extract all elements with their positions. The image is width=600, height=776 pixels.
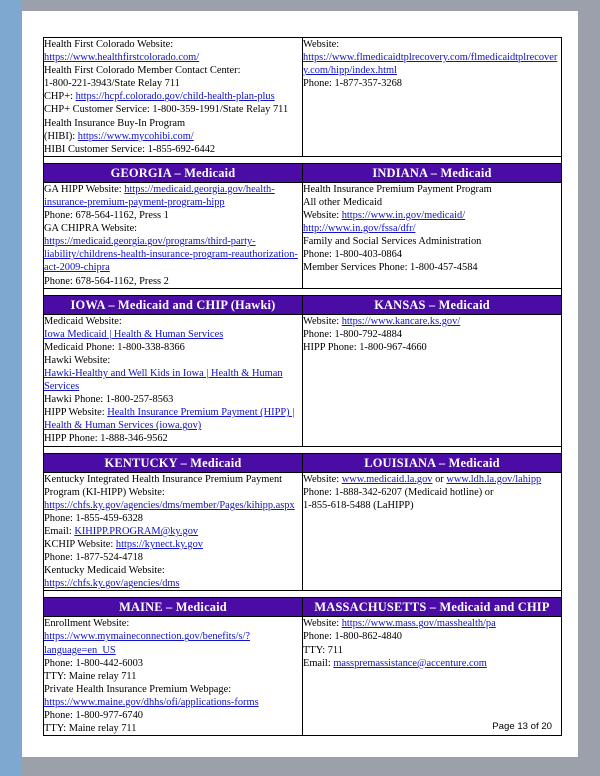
state-header-label: MASSACHUSETTS – Medicaid and CHIP [314, 600, 550, 615]
row-spacer [44, 591, 562, 598]
contact-line: 1-800-221-3943/State Relay 711 [44, 78, 180, 90]
contact-line: All other Medicaid [303, 196, 383, 208]
contact-line: Health First Colorado Member Contact Center: [44, 65, 241, 77]
row-spacer-cell [44, 446, 562, 453]
contact-link[interactable]: masspremassistance@accenture.com [333, 657, 487, 669]
table-header-row [44, 453, 562, 472]
contact-line: Email: masspremassistance@accenture.com [303, 657, 487, 669]
contact-line: Website: https://www.kancare.ks.gov/ [303, 315, 461, 327]
state-header-label: IOWA – Medicaid and CHIP (Hawki) [70, 297, 276, 312]
contact-link[interactable]: http://www.in.gov/fssa/dfr/ [303, 223, 416, 235]
contact-line: (HIBI): https://www.mycohibi.com/ [44, 130, 194, 142]
contact-line: Website: https://www.mass.gov/masshealth/pa [303, 618, 496, 630]
contact-line: Website: www.medicaid.la.gov or www.ldh.la.gov/lahipp [303, 473, 542, 485]
document-paper [22, 11, 578, 757]
state-content-cell [44, 617, 303, 736]
state-contacts-table [43, 37, 562, 736]
contact-link[interactable]: Health Insurance Premium Payment (HIPP) | Health & Human Services (iowa.gov) [44, 407, 295, 432]
contact-line: Phone: 1-877-524-4718 [44, 552, 143, 564]
page-footer: Page 13 of 20 [492, 721, 552, 732]
contact-line: Health Insurance Buy-In Program [44, 117, 186, 129]
state-content-cell [44, 472, 303, 591]
contact-link[interactable]: https://hcpf.colorado.gov/child-health-plan-plus [75, 91, 275, 103]
contact-line: Phone: 1-800-862-4840 [303, 631, 402, 643]
contact-line [44, 499, 302, 512]
contact-line: Phone: 1-888-342-6207 (Medicaid hotline) or [303, 486, 494, 498]
contact-line: KCHIP Website: https://kynect.ky.gov [44, 539, 203, 550]
contact-link[interactable]: https://chfs.ky.gov/agencies/dms [44, 578, 180, 590]
row-spacer-cell [44, 591, 562, 598]
state-header-label: KANSAS – Medicaid [374, 297, 490, 312]
state-header-cell [44, 163, 303, 182]
contact-line: Private Health Insurance Premium Webpage: [44, 683, 232, 695]
contact-line: Phone: 1-855-459-6328 [44, 512, 143, 524]
contact-line [44, 630, 302, 656]
state-content-cell [303, 472, 562, 591]
contact-link[interactable]: Iowa Medicaid | Health & Human Services [44, 328, 224, 340]
contact-line: Phone: 1-800-792-4884 [303, 328, 402, 340]
table-row [44, 182, 562, 288]
contact-line: Phone: 1-800-403-0864 [303, 249, 402, 261]
contact-line [44, 367, 302, 393]
state-contact-details [303, 315, 561, 354]
contact-link[interactable]: www.medicaid.la.gov [341, 473, 433, 485]
contact-line [44, 235, 302, 274]
contact-line: Member Services Phone: 1-800-457-4584 [303, 262, 478, 274]
state-header-label: INDIANA – Medicaid [372, 165, 492, 180]
state-contact-details [303, 617, 561, 669]
contact-line: Medicaid Phone: 1-800-338-8366 [44, 341, 185, 353]
table-row [44, 617, 562, 736]
state-header-cell [303, 163, 562, 182]
contact-line: Enrollment Website: [44, 618, 130, 630]
state-content-cell [303, 38, 562, 157]
contact-line: HIPP Phone: 1-800-967-4660 [303, 341, 427, 353]
contact-link[interactable]: https://medicaid.georgia.gov/health-insurance-premium-payment-program-hipp [44, 183, 275, 208]
table-header-row [44, 295, 562, 314]
state-header-label: GEORGIA – Medicaid [110, 165, 236, 180]
contact-link[interactable]: KIHIPP.PROGRAM@ky.gov [74, 525, 199, 537]
state-contact-details [303, 473, 561, 512]
contact-line: GA CHIPRA Website: [44, 223, 138, 235]
row-spacer [44, 156, 562, 163]
state-header-label: MAINE – Medicaid [119, 600, 227, 615]
contact-line [44, 51, 302, 64]
contact-line: Kentucky Medicaid Website: [44, 565, 165, 577]
state-header-cell [44, 453, 303, 472]
contact-link[interactable]: https://www.maine.gov/dhhs/ofi/applications-forms [44, 696, 259, 708]
contact-line [303, 222, 561, 235]
contact-line: GA HIPP Website: https://medicaid.georgia.gov/health-insurance-premium-payment-program-hipp [44, 183, 275, 208]
row-spacer-cell [44, 288, 562, 295]
contact-line: CHP+ Customer Service: 1-800-359-1991/State Relay 711 [44, 104, 289, 116]
contact-line: Phone: 1-877-357-3268 [303, 78, 402, 90]
table-row [44, 472, 562, 591]
contact-line: Health First Colorado Website: [44, 39, 174, 50]
contact-line: Family and Social Services Administration [303, 236, 482, 248]
contact-line: TTY: Maine relay 711 [44, 723, 137, 735]
row-spacer [44, 446, 562, 453]
contact-line: 1-855-618-5488 (LaHIPP) [303, 499, 414, 511]
state-contact-details [303, 38, 561, 90]
contact-link[interactable]: www.ldh.la.gov/lahipp [446, 473, 542, 485]
state-content-cell [44, 182, 303, 288]
contact-line: Phone: 1-800-977-6740 [44, 710, 143, 722]
contact-line: Website: [303, 39, 340, 50]
table-row [44, 314, 562, 446]
state-contact-details [44, 617, 302, 735]
state-header-cell [303, 295, 562, 314]
contact-line: Email: KIHIPP.PROGRAM@ky.gov [44, 525, 199, 537]
state-header-cell [44, 598, 303, 617]
contact-link[interactable]: https://medicaid.georgia.gov/programs/third-party-liability/childrens-health-insurance-program-reauthorization-act-2009-chipra [44, 236, 298, 274]
left-edge-stripe [0, 0, 22, 776]
contact-line [303, 51, 561, 77]
contact-line: Phone: 1-800-442-6003 [44, 657, 143, 669]
contact-line [44, 577, 302, 590]
contact-line: HIPP Website: Health Insurance Premium Payment (HIPP) | Health & Human Services (iowa.gov) [44, 407, 295, 432]
contact-link[interactable]: https://www.mymaineconnection.gov/benefits/s/?language=en_US [44, 631, 250, 656]
contact-line: TTY: 711 [303, 644, 343, 656]
contact-line: Phone: 678-564-1162, Press 2 [44, 275, 169, 287]
contact-link[interactable]: https://chfs.ky.gov/agencies/dms/member/Pages/kihipp.aspx [44, 499, 295, 511]
contact-line: Hawki Phone: 1-800-257-8563 [44, 394, 174, 406]
row-spacer [44, 288, 562, 295]
contact-link[interactable]: https://kynect.ky.gov [115, 539, 203, 550]
state-contact-details [44, 473, 302, 591]
state-content-cell [44, 314, 303, 446]
contact-line: HIPP Phone: 1-888-346-9562 [44, 433, 168, 445]
contact-link[interactable]: https://www.mycohibi.com/ [77, 130, 194, 142]
contact-link[interactable]: https://www.healthfirstcolorado.com/ [44, 52, 200, 64]
table-header-row [44, 598, 562, 617]
contact-line: HIBI Customer Service: 1-855-692-6442 [44, 143, 216, 155]
state-content-cell [303, 314, 562, 446]
contact-link[interactable]: https://www.kancare.ks.gov/ [341, 315, 461, 327]
state-header-label: LOUISIANA – Medicaid [364, 455, 500, 470]
state-content-cell [44, 38, 303, 157]
contact-line: CHP+: https://hcpf.colorado.gov/child-health-plan-plus [44, 91, 275, 103]
contact-link[interactable]: https://www.in.gov/medicaid/ [341, 210, 466, 222]
state-contact-details [44, 315, 302, 446]
row-spacer-cell [44, 156, 562, 163]
state-header-cell [303, 598, 562, 617]
paper-content-area [22, 11, 578, 757]
contact-line: Website: https://www.in.gov/medicaid/ [303, 210, 466, 222]
state-content-cell [303, 617, 562, 736]
contact-line: Hawki Website: [44, 354, 111, 366]
contact-line [44, 696, 302, 709]
contact-link[interactable]: Hawki-Healthy and Well Kids in Iowa | Health & Human Services [44, 367, 283, 393]
state-contact-details [44, 183, 302, 288]
contact-line [44, 328, 302, 341]
contact-line: TTY: Maine relay 711 [44, 670, 137, 682]
state-contact-details [303, 183, 561, 275]
table-header-row [44, 163, 562, 182]
contact-link[interactable]: https://www.mass.gov/masshealth/pa [341, 618, 496, 630]
contact-line: Kentucky Integrated Health Insurance Premium Payment Program (KI-HIPP) Website: [44, 473, 283, 498]
table-row [44, 38, 562, 157]
contact-line: Medicaid Website: [44, 315, 122, 327]
contact-line: Phone: 678-564-1162, Press 1 [44, 210, 169, 222]
state-header-cell [303, 453, 562, 472]
state-header-cell [44, 295, 303, 314]
state-contact-details [44, 38, 302, 156]
state-content-cell [303, 182, 562, 288]
contact-link[interactable]: https://www.flmedicaidtplrecovery.com/flmedicaidtplrecovery.com/hipp/index.html [303, 52, 558, 77]
state-header-label: KENTUCKY – Medicaid [104, 455, 242, 470]
contact-line: Health Insurance Premium Payment Program [303, 183, 492, 195]
